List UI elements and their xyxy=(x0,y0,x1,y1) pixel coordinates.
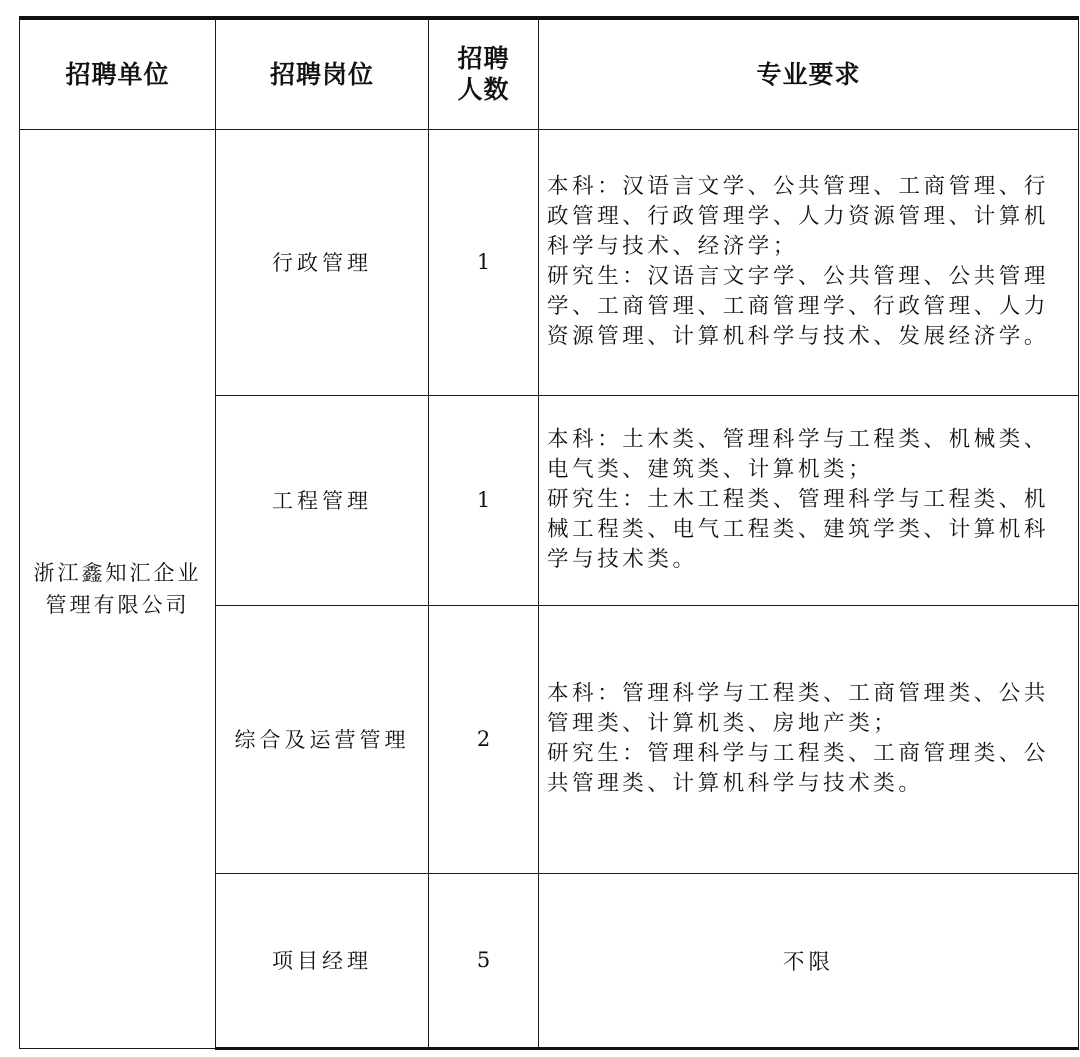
header-count-line1: 招聘 xyxy=(457,44,510,73)
requirement-grad: 研究生：管理科学与工程类、工商管理类、公共管理类、计算机科学与技术类。 xyxy=(547,741,1050,796)
requirement-cell: 不限 xyxy=(539,873,1079,1048)
requirement-undergrad: 本科：土木类、管理科学与工程类、机械类、电气类、建筑类、计算机类； xyxy=(547,427,1050,482)
unit-cell xyxy=(20,129,216,1048)
recruitment-table xyxy=(19,16,1079,1050)
unit-name-line2: 管理有限公司 xyxy=(45,592,190,617)
requirement-cell xyxy=(539,395,1079,605)
position-cell: 项目经理 xyxy=(216,873,429,1048)
count-cell: 5 xyxy=(429,873,539,1048)
position-cell: 综合及运营管理 xyxy=(216,605,429,873)
header-count xyxy=(429,18,539,129)
unit-name-line1: 浙江鑫知汇企业 xyxy=(33,560,202,585)
requirement-cell xyxy=(539,129,1079,395)
header-position: 招聘岗位 xyxy=(216,18,429,129)
position-cell: 行政管理 xyxy=(216,129,429,395)
header-unit: 招聘单位 xyxy=(20,18,216,129)
header-row xyxy=(20,18,1079,129)
table-row xyxy=(20,129,1079,395)
requirement-undergrad: 本科：汉语言文学、公共管理、工商管理、行政管理、行政管理学、人力资源管理、计算机科学与技术、经济学； xyxy=(547,174,1050,259)
requirement-undergrad: 本科：管理科学与工程类、工商管理类、公共管理类、计算机类、房地产类； xyxy=(547,681,1050,736)
count-cell: 1 xyxy=(429,129,539,395)
header-requirement: 专业要求 xyxy=(539,18,1079,129)
count-cell: 2 xyxy=(429,605,539,873)
position-cell: 工程管理 xyxy=(216,395,429,605)
requirement-grad: 研究生：汉语言文字学、公共管理、公共管理学、工商管理、工商管理学、行政管理、人力资源管理、计算机科学与技术、发展经济学。 xyxy=(547,264,1050,349)
requirement-grad: 研究生：土木工程类、管理科学与工程类、机械工程类、电气工程类、建筑学类、计算机科学与技术类。 xyxy=(547,487,1050,572)
count-cell: 1 xyxy=(429,395,539,605)
requirement-cell xyxy=(539,605,1079,873)
header-count-line2: 人数 xyxy=(457,75,510,105)
